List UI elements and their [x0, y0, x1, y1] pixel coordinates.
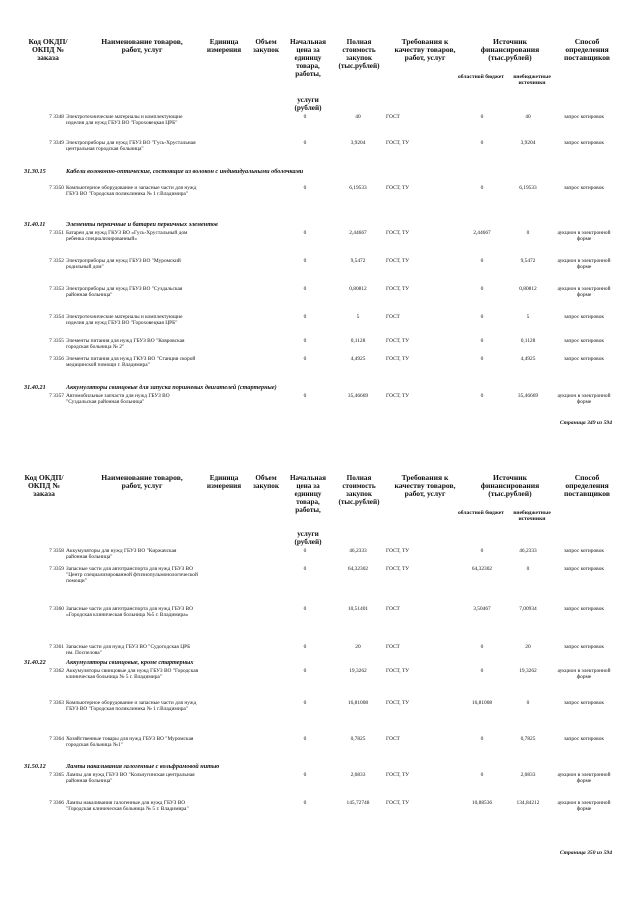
page-number: Страница 350 из 594: [559, 850, 612, 856]
header-name: Наименование товаров, работ, услуг: [101, 473, 183, 490]
page-number: Страница 349 из 594: [559, 420, 612, 426]
header-method: Способ определения поставщиков: [563, 37, 611, 62]
header-price: Начальная цена за единицу товара, работы,: [289, 474, 327, 514]
header-price: Начальная цена за единицу товара, работы,: [289, 38, 327, 78]
header-method: Способ определения поставщиков: [563, 473, 611, 498]
page-350: Код ОКДП/ ОКПД № заказа Наименование товаров, работ, услуг Единица измерения Объем закупок Начальная цена за единицу товара, работы, услуги (рублей) Полная стоимость закупок (тыс.рублей) Требования к качеству товаров, работ, услуг Источник финансирования (тыс.рублей) областной бюджет внебюджетные источники Способ определения поставщиков 7 3358 Аккумуляторы для нужд ГБУЗ ВО "Киржачская районная больница" 0 46,2333 ГОСТ, ТУ 0 46,2333 запрос котировок 7 3359 Запасные части для автотранспорта для нужд ГБУЗ ВО "Центр специализированной фтизиопульмонологической помощи" 0 64,32302 ГОСТ, ТУ 64,32302 0 запрос котировок 7 3360 Запасные части для автотранспорта для нужд ГБУЗ ВО «Городская клиническая больница №5 г. Владимира» 0 10,51401 ГОСТ 3,50467 7,00934 запрос котировок 7 3361 Запасные части для нужд ГБУЗ ВО "Судогодская ЦРБ им. Поспелова" 0 20 ГОСТ 0 20 запрос котировок 31.40.22 Аккумуляторы свинцовые, кроме стартерных 7 3362 Аккумуляторы свинцовые для нужд ГБУЗ ВО "Городская клиническая больница № 5 г. Владимира" 0 19,3262 ГОСТ, ТУ 0 19,3262 аукцион в электронной форме 7 3363 Компьютерное оборудование и запасные части для нужд ГБУЗ ВО "Городская поликлиника № 1 г.Владимира" 0 16,81008 ГОСТ, ТУ 16,81008 0 запрос котировок 7 3364 Хозяйственные товары для нужд ГБУЗ ВО "Муромская городская больница №1" 0 0,7825 ГОСТ 0 0,7825 запрос котировок 31.50.12 Лампы накаливания галогенные с вольфрамовой нитью 7 3365 Лампы для нужд ГБУЗ ВО "Кольчугинская центральная районная больница" 0 2,0833 ГОСТ, ТУ 0 2,0833 аукцион в электронной форме 7 3366 Лампы накаливания галогенные для нужд ГБУЗ ВО "Городская клиническая больница № 5 г. Владимира" 0 145,72748 ГОСТ, ТУ 10,88536 134,84212 аукцион в электронной форме Страница 350 из 594: [0, 462, 640, 905]
header-fin-regional: областной бюджет: [457, 510, 505, 516]
header-price-tail: услуги (рублей): [294, 530, 322, 546]
header-name: Наименование товаров, работ, услуг: [101, 37, 183, 54]
header-requirements: Требования к качеству товаров, работ, услуг: [394, 473, 456, 498]
header-cost: Полная стоимость закупок (тыс.рублей): [338, 474, 380, 506]
section-heading: 31.40.11 Элементы первичные и батареи первичных элементов: [24, 221, 218, 228]
section-heading: 31.40.22 Аккумуляторы свинцовые, кроме стартерных: [24, 659, 194, 666]
header-unit: Единица измерения: [206, 38, 242, 54]
header-financing: Источник финансирования (тыс.рублей): [480, 473, 540, 498]
section-heading: 31.50.12 Лампы накаливания галогенные с вольфрамовой нитью: [24, 763, 220, 770]
section-heading: 31.30.15 Кабели волоконно-оптические, состоящие из волокон с индивидуальными оболочками: [24, 168, 304, 175]
header-price-tail: услуги (рублей): [294, 96, 322, 112]
header-requirements: Требования к качеству товаров, работ, услуг: [394, 37, 456, 62]
header-fin-extrabudget: внебюджетные источники: [513, 74, 551, 87]
header-code: Код ОКДП/ ОКПД № заказа: [24, 473, 64, 498]
header-fin-regional: областной бюджет: [457, 74, 505, 80]
header-volume: Объем закупок: [253, 474, 279, 490]
header-code: Код ОКДП/ ОКПД № заказа: [28, 37, 68, 62]
page-349: Код ОКДП/ ОКПД № заказа Наименование товаров, работ, услуг Единица измерения Объем закупок Начальная цена за единицу товара, работы, услуги (рублей) Полная стоимость закупок (тыс.рублей) Требования к качеству товаров, работ, услуг Источник финансирования (тыс.рублей) областной бюджет внебюджетные источники Способ определения поставщиков 7 3348 Электротехнические материалы и комплектующие изделия для нужд ГБУЗ ВО "Гороховецкая ЦРБ" 0 40 ГОСТ 0 40 запрос котировок 7 3349 Электроприборы для нужд ГБУЗ ВО "Гусь-Хрустальная центральная городская больница" 0 3,9204 ГОСТ, ТУ 0 3,9204 запрос котировок 31.30.15 Кабели волоконно-оптические, состоящие из волокон с индивидуальными оболочками 7 3350 Компьютерное оборудование и запасные части для нужд ГБУЗ ВО "Городская поликлиника № 1 г.Владимира" 0 6,19533 ГОСТ, ТУ 0 6,19533 запрос котировок 31.40.11 Элементы первичные и батареи первичных элементов 7 3351 Батареи для нужд ГКУЗ ВО «Гусь-Хрустальный дом ребенка специализированный» 0 2,44667 ГОСТ, ТУ 2,44667 0 аукцион в электронной форме 7 3352 Электроприборы для нужд ГБУЗ ВО "Муромский родильный дом" 0 9,5472 ГОСТ, ТУ 0 9,5472 аукцион в электронной форме 7 3353 Электроприборы для нужд ГБУЗ ВО "Суздальская районная больница" 0 0,80812 ГОСТ, ТУ 0 0,80812 аукцион в электронной форме 7 3354 Электротехнические материалы и комплектующие изделия для нужд ГБУЗ ВО "Гороховецкая ЦРБ" 0 5 ГОСТ 0 5 запрос котировок 7 3355 Элементы питания для нужд ГБУЗ ВО "Ковровская городская больница № 2" 0 0,1128 ГОСТ, ТУ 0 0,1128 запрос котировок 7 3356 Элементы питания для нужд ГКУЗ ВО "Станция скорой медицинской помощи г. Владимира" 0 4,4925 ГОСТ, ТУ 0 4,4925 запрос котировок 31.40.21 Аккумуляторы свинцовые для запуска поршневых двигателей (стартерные) 7 3357 Автомобильные запчасти для нужд ГБУЗ ВО "Суздальская районная больница" 0 35,46669 ГОСТ, ТУ 0 35,46669 аукцион в электронной форме Страница 349 из 594: [0, 0, 640, 450]
section-heading: 31.40.21 Аккумуляторы свинцовые для запуска поршневых двигателей (стартерные): [24, 384, 277, 391]
header-cost: Полная стоимость закупок (тыс.рублей): [338, 38, 380, 70]
header-volume: Объем закупок: [253, 38, 279, 54]
header-fin-extrabudget: внебюджетные источники: [513, 510, 551, 523]
header-unit: Единица измерения: [206, 474, 242, 490]
header-financing: Источник финансирования (тыс.рублей): [480, 37, 540, 62]
